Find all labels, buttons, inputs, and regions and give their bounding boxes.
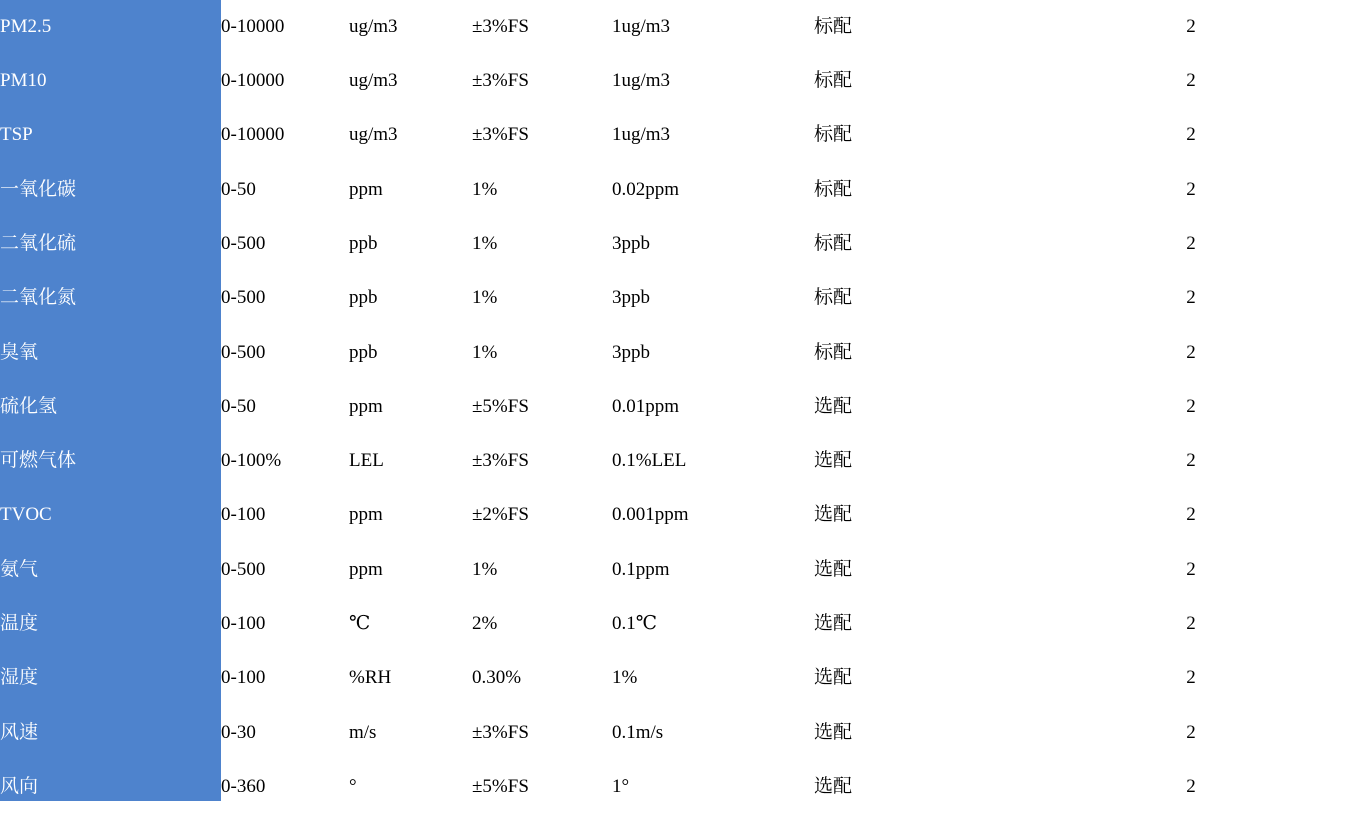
- table-row: [0, 271, 1350, 325]
- cell-quantity: 2: [1186, 287, 1196, 309]
- cell-unit: ug/m3: [349, 70, 398, 92]
- cell-resolution: 1ug/m3: [612, 15, 671, 37]
- cell-quantity: 2: [1186, 124, 1196, 146]
- cell-parameter-name: TSP: [0, 124, 33, 146]
- cell-resolution: 0.1℃: [612, 613, 658, 635]
- cell-resolution: 0.1ppm: [612, 558, 670, 580]
- cell-resolution: 0.02ppm: [612, 178, 680, 200]
- cell-parameter-name: 臭氧: [0, 341, 39, 363]
- cell-range: 0-50: [221, 395, 256, 417]
- cell-resolution: 0.1m/s: [612, 721, 664, 743]
- table-row: [0, 54, 1350, 108]
- cell-config: 选配: [814, 450, 853, 472]
- cell-config: 选配: [814, 558, 853, 580]
- cell-accuracy: ±2%FS: [472, 504, 529, 526]
- cell-config: 标配: [814, 178, 853, 200]
- cell-quantity: 2: [1186, 15, 1196, 37]
- cell-range: 0-10000: [221, 15, 285, 37]
- cell-unit: ppb: [349, 232, 378, 254]
- cell-config: 选配: [814, 721, 853, 743]
- table-row: [0, 109, 1350, 163]
- cell-parameter-name: PM2.5: [0, 15, 52, 37]
- cell-quantity: 2: [1186, 395, 1196, 417]
- cell-accuracy: ±5%FS: [472, 775, 529, 797]
- cell-accuracy: ±5%FS: [472, 395, 529, 417]
- cell-config: 选配: [814, 667, 853, 689]
- table-row: [0, 597, 1350, 651]
- table-row: [0, 706, 1350, 760]
- cell-parameter-name: 一氧化碳: [0, 178, 77, 200]
- cell-unit: ppb: [349, 341, 378, 363]
- cell-parameter-name: PM10: [0, 70, 47, 92]
- cell-accuracy: ±3%FS: [472, 721, 529, 743]
- cell-config: 选配: [814, 613, 853, 635]
- cell-quantity: 2: [1186, 70, 1196, 92]
- cell-accuracy: 2%: [472, 613, 498, 635]
- cell-range: 0-500: [221, 558, 266, 580]
- table-row: [0, 434, 1350, 488]
- cell-quantity: 2: [1186, 232, 1196, 254]
- cell-range: 0-100: [221, 613, 266, 635]
- cell-range: 0-500: [221, 232, 266, 254]
- table-row: [0, 326, 1350, 380]
- cell-config: 选配: [814, 504, 853, 526]
- table-row: [0, 163, 1350, 217]
- cell-unit: %RH: [349, 667, 392, 689]
- cell-config: 标配: [814, 341, 853, 363]
- cell-config: 选配: [814, 775, 853, 797]
- cell-quantity: 2: [1186, 775, 1196, 797]
- table-row: [0, 489, 1350, 543]
- cell-accuracy: 1%: [472, 341, 498, 363]
- cell-resolution: 3ppb: [612, 341, 650, 363]
- cell-resolution: 1ug/m3: [612, 124, 671, 146]
- cell-accuracy: ±3%FS: [472, 124, 529, 146]
- cell-unit: LEL: [349, 450, 384, 472]
- cell-quantity: 2: [1186, 504, 1196, 526]
- cell-resolution: 1ug/m3: [612, 70, 671, 92]
- cell-accuracy: 1%: [472, 232, 498, 254]
- cell-parameter-name: 二氧化氮: [0, 287, 77, 309]
- cell-resolution: 3ppb: [612, 287, 650, 309]
- cell-range: 0-100: [221, 667, 266, 689]
- cell-config: 标配: [814, 70, 853, 92]
- cell-parameter-name: 可燃气体: [0, 450, 77, 472]
- cell-quantity: 2: [1186, 667, 1196, 689]
- cell-quantity: 2: [1186, 341, 1196, 363]
- cell-range: 0-30: [221, 721, 256, 743]
- cell-range: 0-500: [221, 287, 266, 309]
- cell-config: 选配: [814, 395, 853, 417]
- table-row: [0, 543, 1350, 597]
- cell-parameter-name: 二氧化硫: [0, 232, 77, 254]
- cell-accuracy: 1%: [472, 287, 498, 309]
- cell-unit: ppm: [349, 558, 383, 580]
- cell-range: 0-50: [221, 178, 256, 200]
- cell-accuracy: 0.30%: [472, 667, 522, 689]
- cell-range: 0-500: [221, 341, 266, 363]
- cell-parameter-name: 风速: [0, 721, 39, 743]
- cell-config: 标配: [814, 124, 853, 146]
- cell-parameter-name: 温度: [0, 613, 39, 635]
- cell-quantity: 2: [1186, 613, 1196, 635]
- cell-quantity: 2: [1186, 450, 1196, 472]
- cell-range: 0-360: [221, 775, 266, 797]
- cell-unit: ug/m3: [349, 124, 398, 146]
- cell-parameter-name: 风向: [0, 775, 39, 797]
- cell-accuracy: ±3%FS: [472, 70, 529, 92]
- table-row: [0, 0, 1350, 54]
- cell-resolution: 0.1%LEL: [612, 450, 687, 472]
- cell-quantity: 2: [1186, 721, 1196, 743]
- cell-unit: °: [349, 775, 357, 797]
- table-row: [0, 217, 1350, 271]
- cell-accuracy: 1%: [472, 178, 498, 200]
- cell-unit: ppm: [349, 178, 383, 200]
- cell-unit: ppb: [349, 287, 378, 309]
- cell-range: 0-10000: [221, 124, 285, 146]
- cell-accuracy: ±3%FS: [472, 15, 529, 37]
- cell-range: 0-10000: [221, 70, 285, 92]
- cell-parameter-name: 氨气: [0, 558, 39, 580]
- cell-resolution: 0.001ppm: [612, 504, 689, 526]
- cell-parameter-name: TVOC: [0, 504, 52, 526]
- cell-resolution: 1%: [612, 667, 638, 689]
- cell-accuracy: ±3%FS: [472, 450, 529, 472]
- cell-config: 标配: [814, 232, 853, 254]
- cell-accuracy: 1%: [472, 558, 498, 580]
- cell-parameter-name: 硫化氢: [0, 395, 58, 417]
- cell-range: 0-100: [221, 504, 266, 526]
- table-row: [0, 760, 1350, 814]
- table-row: [0, 380, 1350, 434]
- cell-unit: ppm: [349, 395, 383, 417]
- cell-unit: ppm: [349, 504, 383, 526]
- cell-range: 0-100%: [221, 450, 282, 472]
- cell-resolution: 3ppb: [612, 232, 650, 254]
- cell-config: 标配: [814, 15, 853, 37]
- table-row: [0, 652, 1350, 706]
- cell-unit: m/s: [349, 721, 377, 743]
- cell-unit: ℃: [349, 613, 371, 635]
- cell-parameter-name: 湿度: [0, 667, 39, 689]
- cell-quantity: 2: [1186, 558, 1196, 580]
- cell-resolution: 1°: [612, 775, 630, 797]
- cell-unit: ug/m3: [349, 15, 398, 37]
- cell-quantity: 2: [1186, 178, 1196, 200]
- cell-resolution: 0.01ppm: [612, 395, 680, 417]
- cell-config: 标配: [814, 287, 853, 309]
